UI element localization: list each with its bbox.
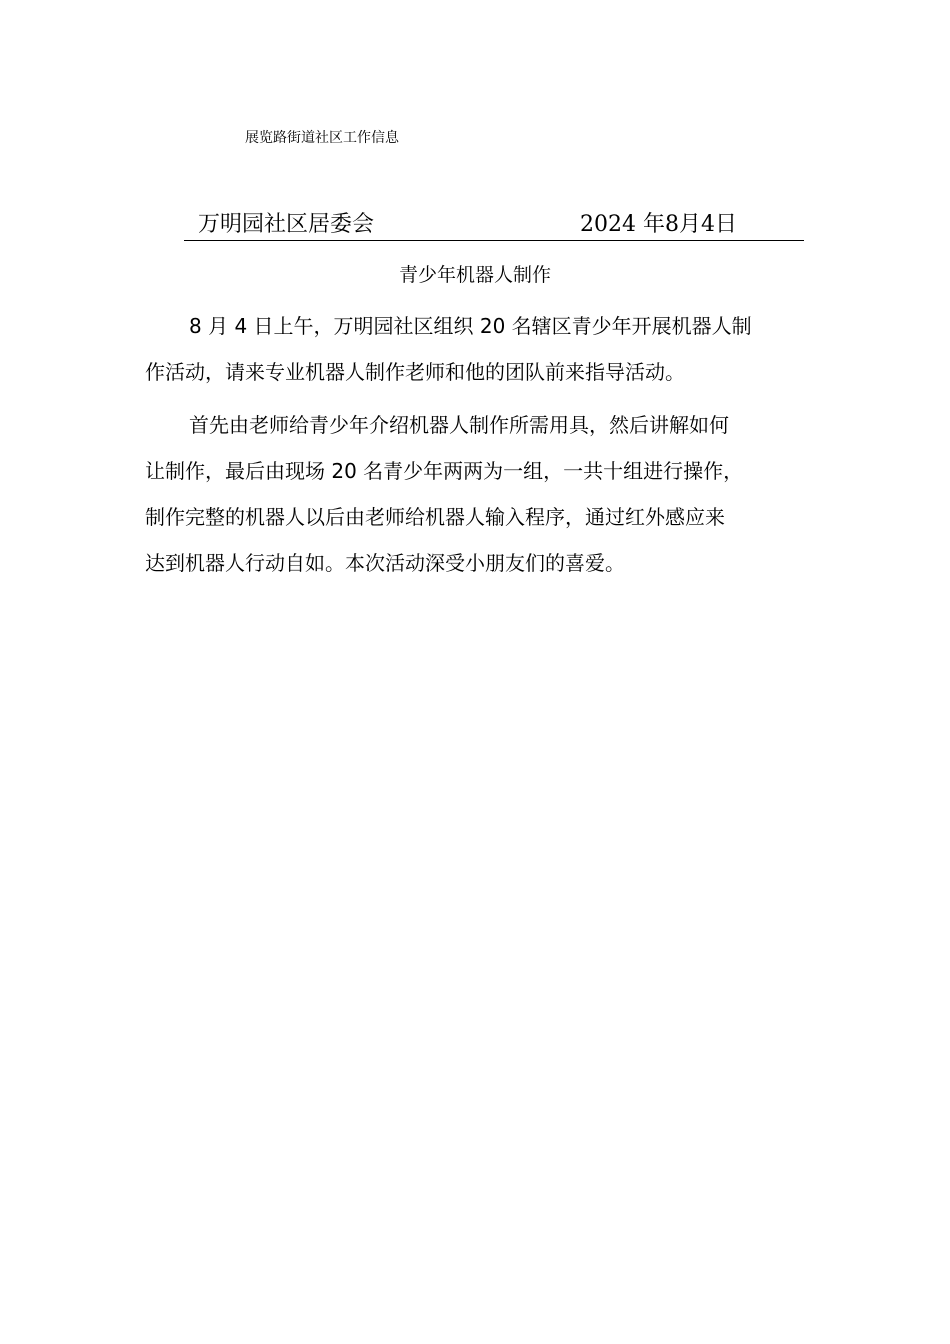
document-title: 青少年机器人制作 (398, 264, 551, 286)
paragraph-line: 达到机器人行动自如。本次活动深受小朋友们的喜爱。 (145, 551, 625, 575)
paragraph-line: 作活动，请来专业机器人制作老师和他的团队前来指导活动。 (145, 360, 685, 384)
organization-date-line (184, 210, 804, 241)
paragraph-line: 制作完整的机器人以后由老师给机器人输入程序，通过红外感应来 (145, 505, 725, 529)
body-text (145, 306, 805, 589)
paragraph-line: 8 月 4 日上午，万明园社区组织 20 名辖区青少年开展机器人制 (189, 314, 752, 338)
organization-name: 万明园社区居委会 (198, 212, 375, 237)
paragraph-line: 首先由老师给青少年介绍机器人制作所需用具，然后讲解如何 (189, 413, 729, 437)
paragraph-1 (145, 306, 805, 398)
page-header: 展览路街道社区工作信息 (245, 130, 399, 146)
paragraph-2 (145, 405, 805, 589)
paragraph-line: 让制作，最后由现场 20 名青少年两两为一组，一共十组进行操作， (145, 459, 744, 483)
report-date: 2024 年8月4日 (580, 212, 737, 237)
